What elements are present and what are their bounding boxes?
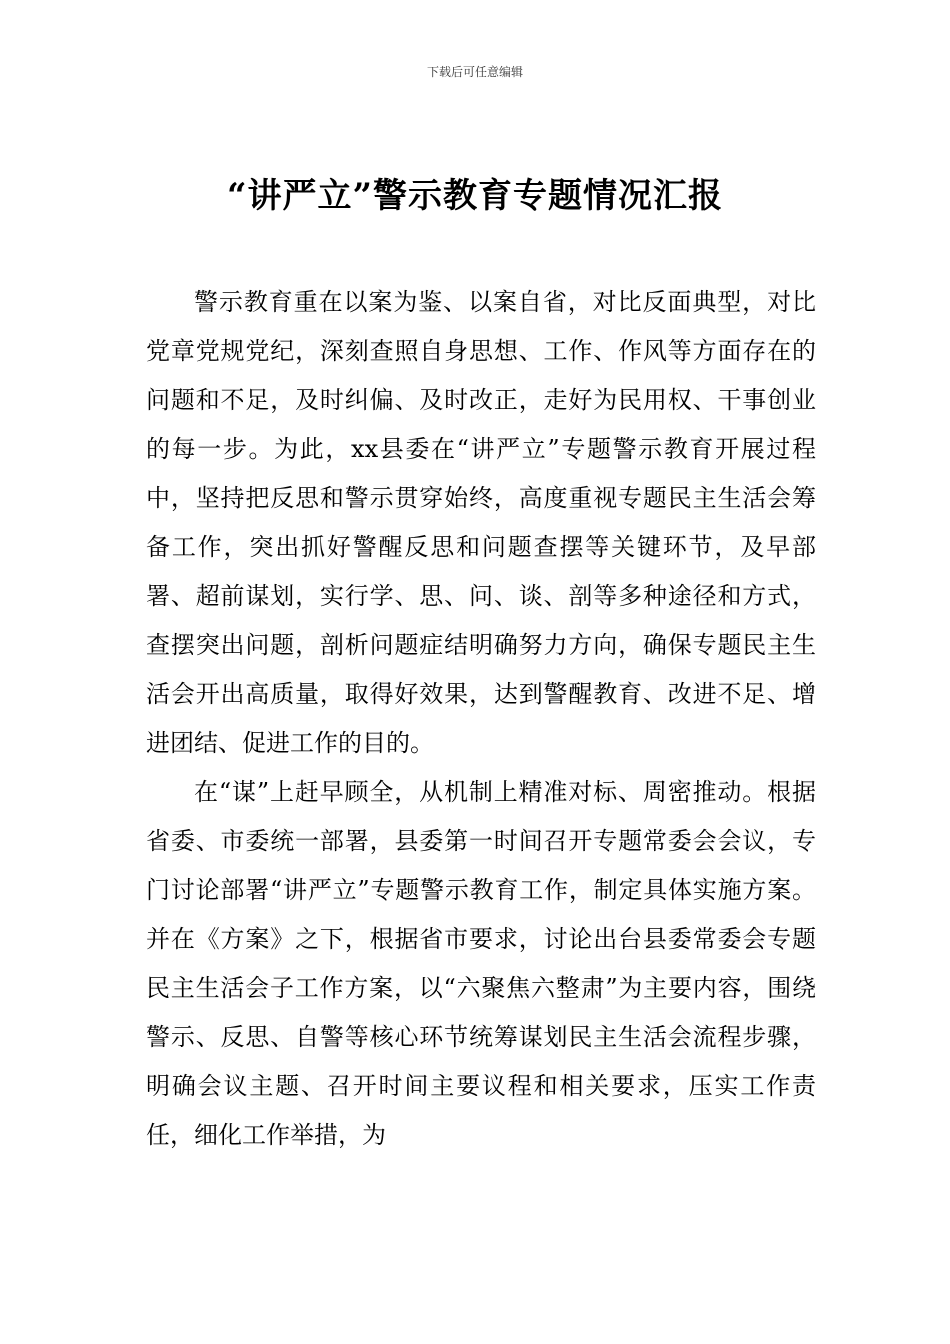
document-body: [146, 278, 816, 1160]
document-title: “讲严立”警示教育专题情况汇报: [226, 176, 724, 216]
paragraph: 在“谋”上赶早顾全，从机制上精准对标、周密推动。根据省委、市委统一部署，县委第一时间召开专题常委会会议，专门讨论部署“讲严立”专题警示教育工作，制定具体实施方案。并在《方案》之下，根据省市要求，讨论出台县委常委会专题民主生活会子工作方案，以“六聚焦六整肃”为主要内容，围绕警示、反思、自警等核心环节统筹谋划民主生活会流程步骤，明确会议主题、召开时间主要议程和相关要求，压实工作责任，细化工作举措，为: [146, 778, 816, 1149]
header-note: 下载后可任意编辑: [426, 65, 523, 79]
paragraph: 警示教育重在以案为鉴、以案自省，对比反面典型，对比党章党规党纪，深刻查照自身思想、工作、作风等方面存在的问题和不足，及时纠偏、及时改正，走好为民用权、干事创业的每一步。为此，xx县委在“讲严立”专题警示教育开展过程中，坚持把反思和警示贯穿始终，高度重视专题民主生活会筹备工作，突出抓好警醒反思和问题查摆等关键环节，及早部署、超前谋划，实行学、思、问、谈、剖等多种途径和方式，查摆突出问题，剖析问题症结明确努力方向，确保专题民主生活会开出高质量，取得好效果，达到警醒教育、改进不足、增进团结、促进工作的目的。: [146, 288, 816, 757]
